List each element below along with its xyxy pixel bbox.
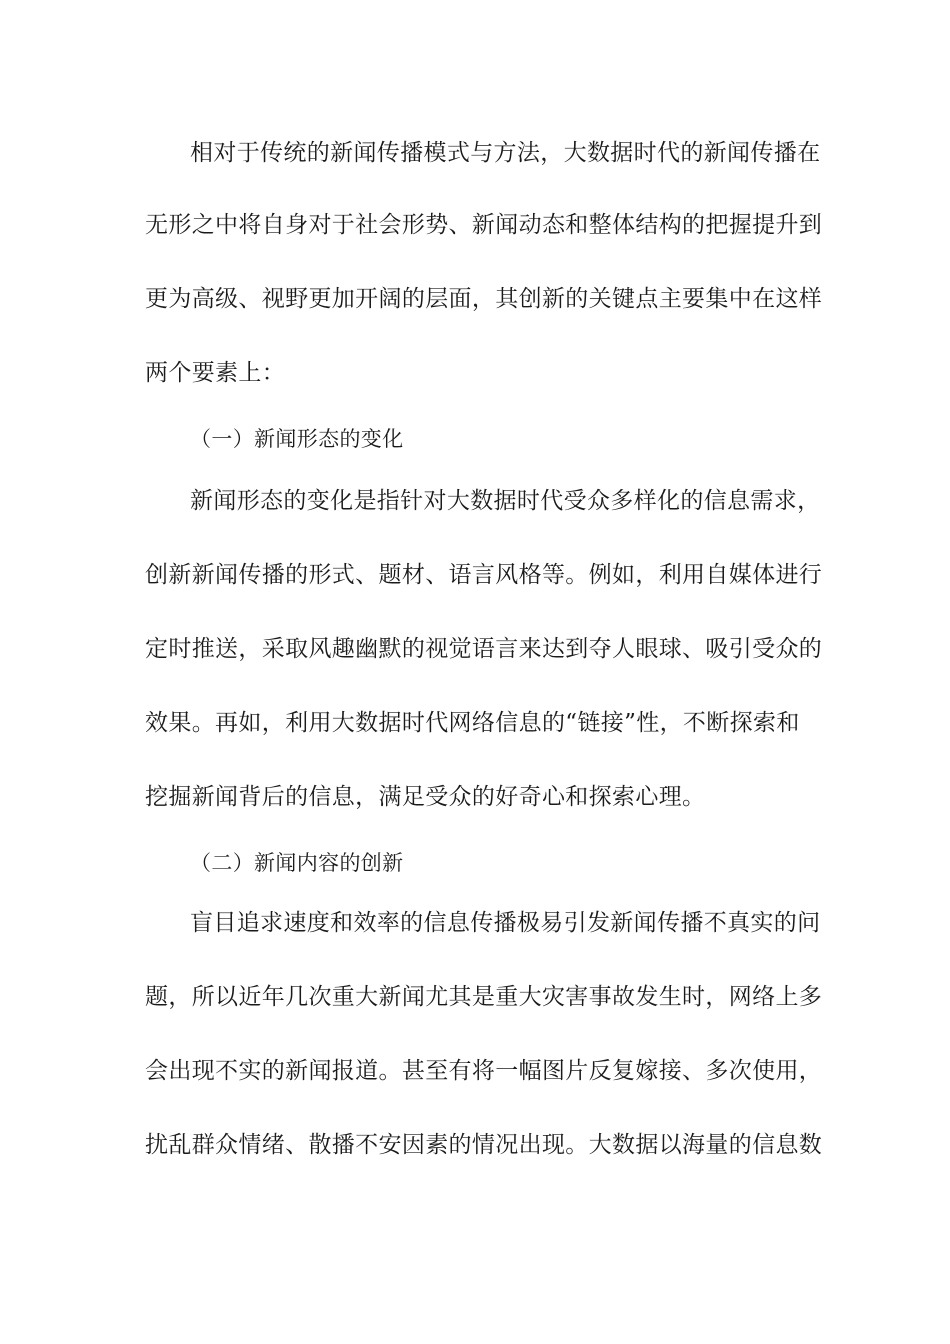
paragraph-2-line-2: 创新新闻传播的形式、题材、语言风格等。例如，利用自媒体进行 [145, 562, 823, 588]
paragraph-1-line-4: 两个要素上： [145, 360, 286, 386]
paragraph-3-line-4: 扰乱群众情绪、散播不安因素的情况出现。大数据以海量的信息数 [145, 1132, 823, 1158]
section-heading-2: （二）新闻内容的创新 [190, 851, 404, 875]
paragraph-2-line-1: 新闻形态的变化是指针对大数据时代受众多样化的信息需求， [190, 488, 821, 514]
section-heading-1: （一）新闻形态的变化 [190, 427, 404, 451]
paragraph-3-line-2: 题，所以近年几次重大新闻尤其是重大灾害事故发生时，网络上多 [145, 984, 823, 1010]
paragraph-3-line-3: 会出现不实的新闻报道。甚至有将一幅图片反复嫁接、多次使用， [145, 1058, 823, 1084]
paragraph-2-line-4: 效果。再如，利用大数据时代网络信息的“链接”性，不断探索和 [145, 710, 800, 736]
paragraph-1-line-2: 无形之中将自身对于社会形势、新闻动态和整体结构的把握提升到 [145, 212, 823, 238]
paragraph-2-line-3: 定时推送，采取风趣幽默的视觉语言来达到夺人眼球、吸引受众的 [145, 636, 823, 662]
paragraph-2-line-5: 挖掘新闻背后的信息，满足受众的好奇心和探索心理。 [145, 784, 706, 810]
paragraph-1-line-3: 更为高级、视野更加开阔的层面，其创新的关键点主要集中在这样 [145, 286, 823, 312]
paragraph-3-line-1: 盲目追求速度和效率的信息传播极易引发新闻传播不真实的问 [190, 910, 821, 936]
paragraph-1-line-1: 相对于传统的新闻传播模式与方法，大数据时代的新闻传播在 [190, 140, 821, 166]
